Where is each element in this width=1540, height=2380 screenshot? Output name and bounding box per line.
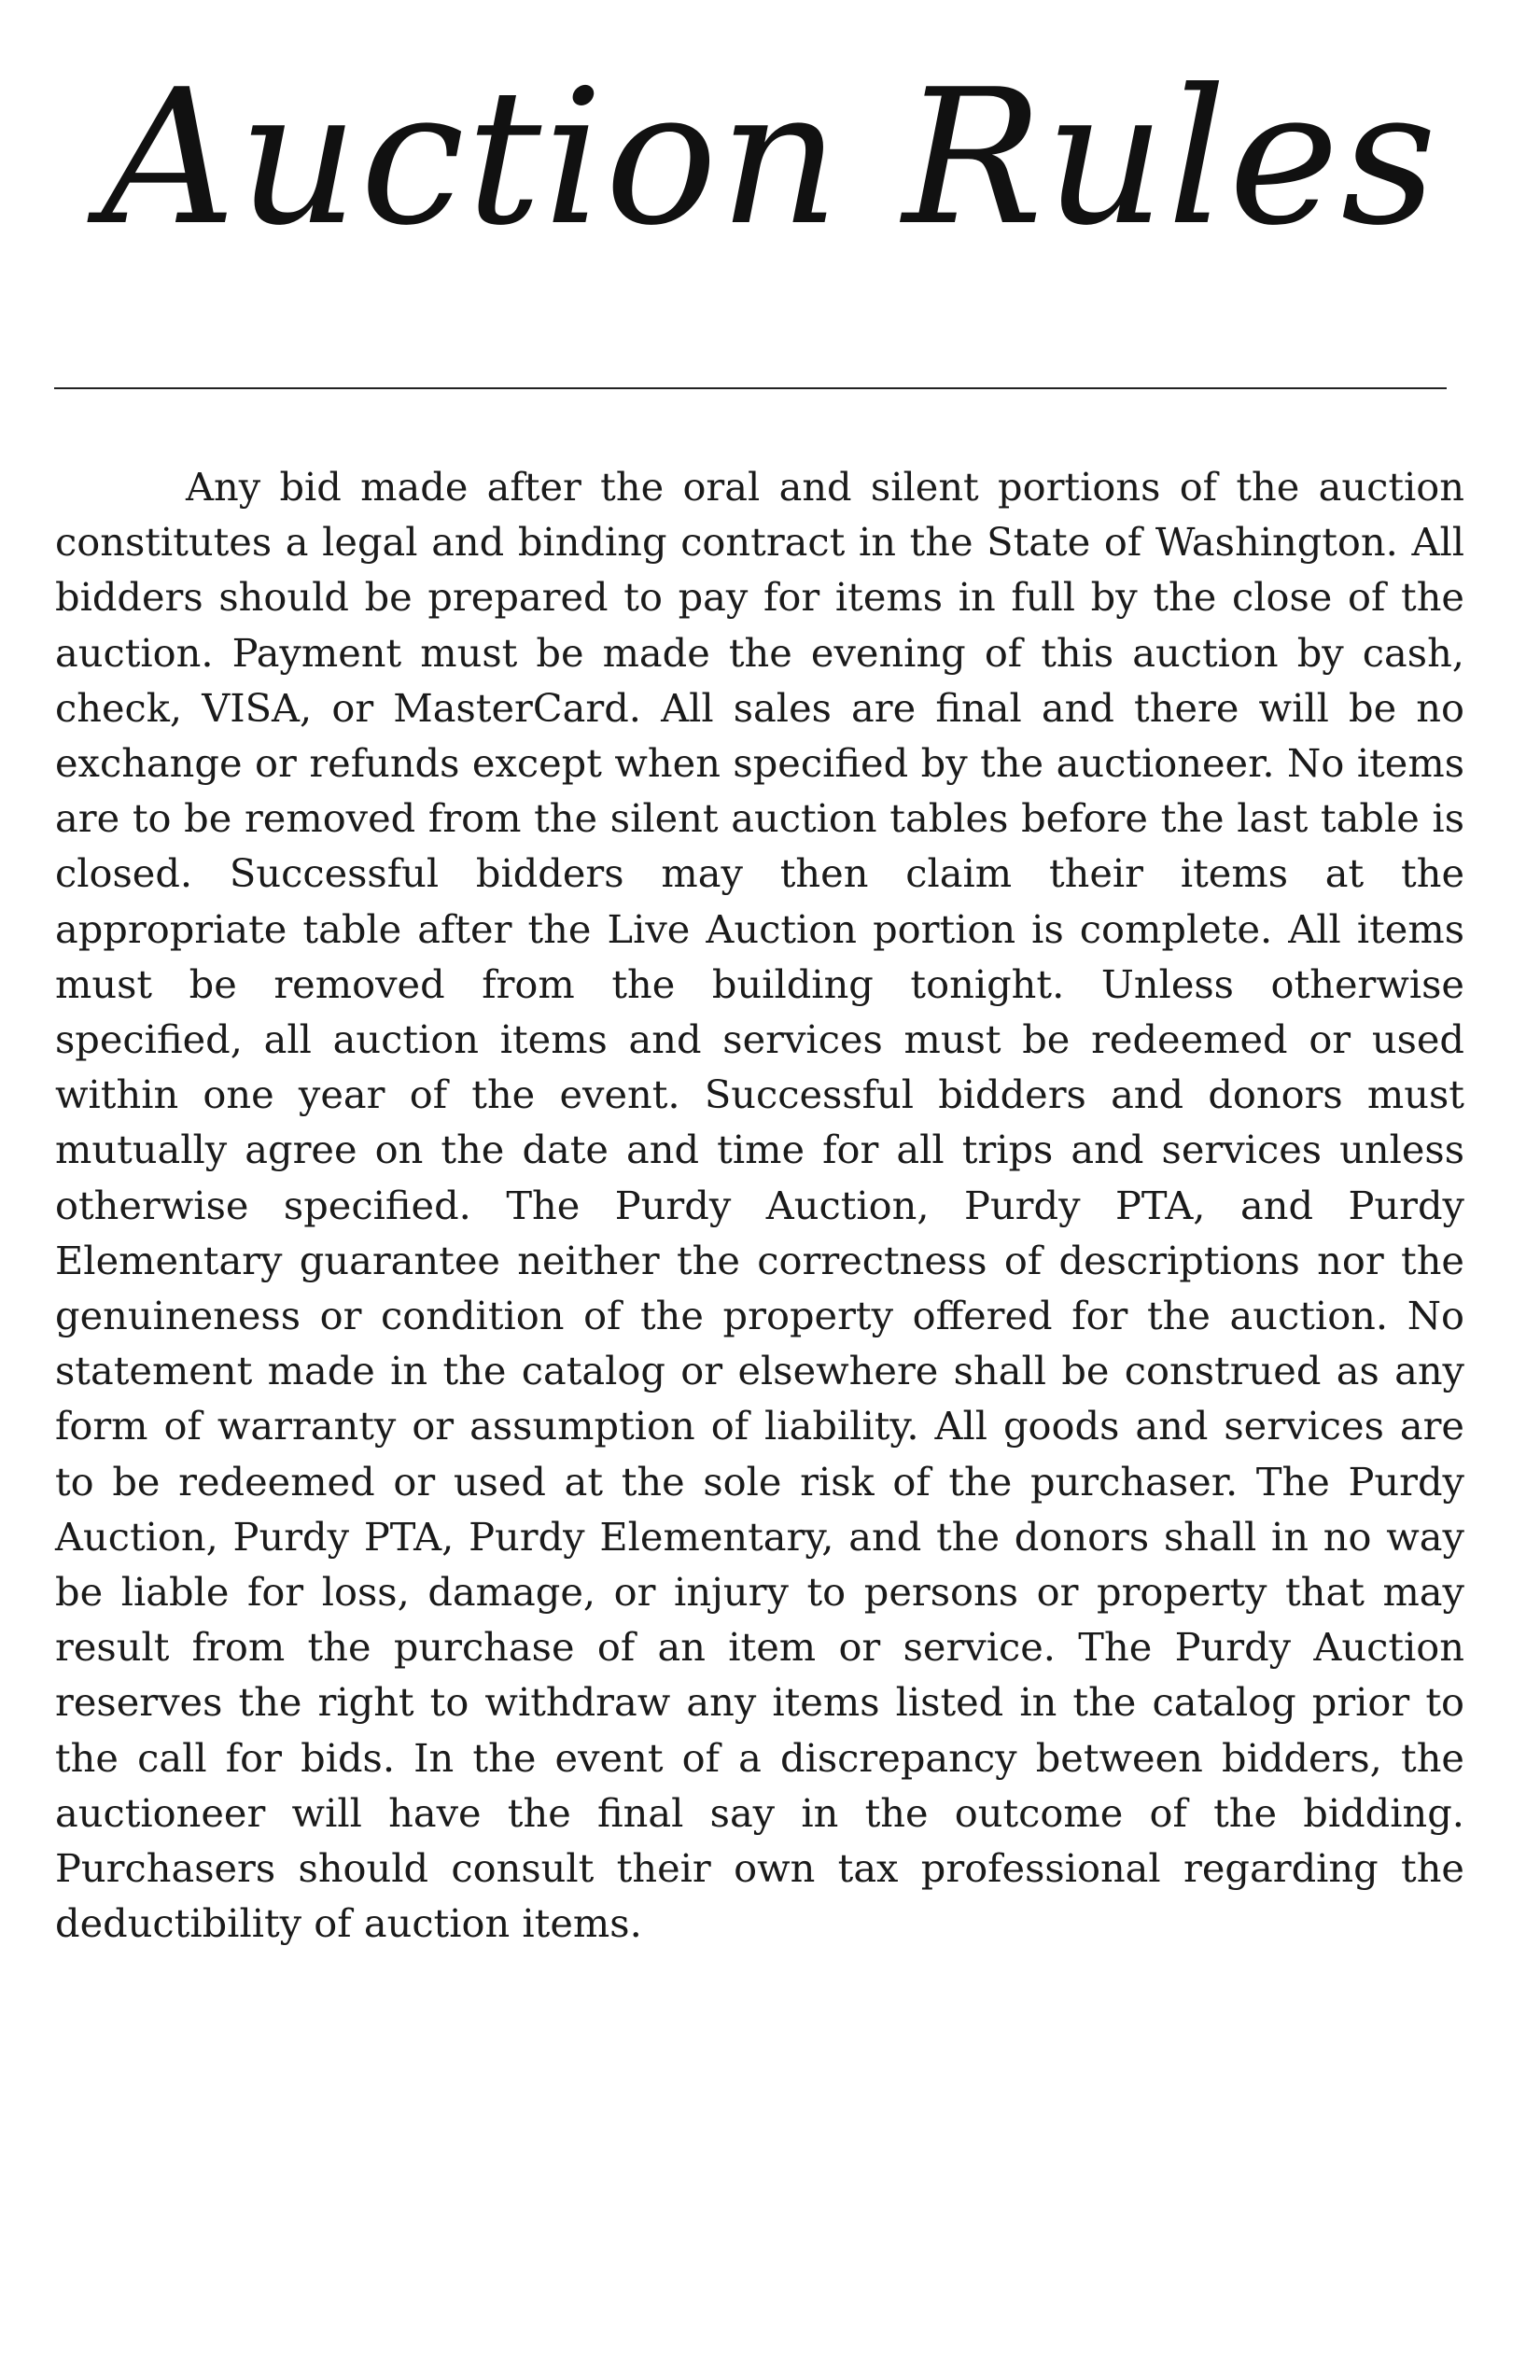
title-divider bbox=[54, 387, 1447, 389]
page-title: Auction Rules bbox=[101, 49, 1439, 267]
rules-paragraph: Any bid made after the oral and silent portions of the auction constitutes a legal and binding contract in the State of Washington. All bidders should be prepared to pay for items in full by the close of the auction. Payment must be made the evening of this auction by cash, check, VISA, or MasterCard. All sales are final and there will be no exchange or refunds except when specified by the auctioneer. No items are to be removed from the silent auction tables before the last table is closed. Successful bidders may then claim their items at the appropriate table after the Live Auction portion is complete. All items must be removed from the building tonight. Unless otherwise specified, all auction items and services must be redeemed or used within one year of the event. Successful bidders and donors must mutually agree on the date and time for all trips and services unless otherwise specified. The Purdy Auction, Purdy PTA, and Purdy Elementary guarantee neither the correctness of descriptions nor the genuineness or condition of the property offered for the auction. No statement made in the catalog or elsewhere shall be construed as any form of warranty or assumption of liability. All goods and services are to be redeemed or used at the sole risk of the purchaser. The Purdy Auction, Purdy PTA, Purdy Elementary, and the donors shall in no way be liable for loss, damage, or injury to persons or property that may result from the purchase of an item or service. The Purdy Auction reserves the right to withdraw any items listed in the catalog prior to the call for bids. In the event of a discrepancy between bidders, the auctioneer will have the final say in the outcome of the bidding. Purchasers should consult their own tax professional regarding the deductibility of auction items. bbox=[55, 464, 1464, 1947]
